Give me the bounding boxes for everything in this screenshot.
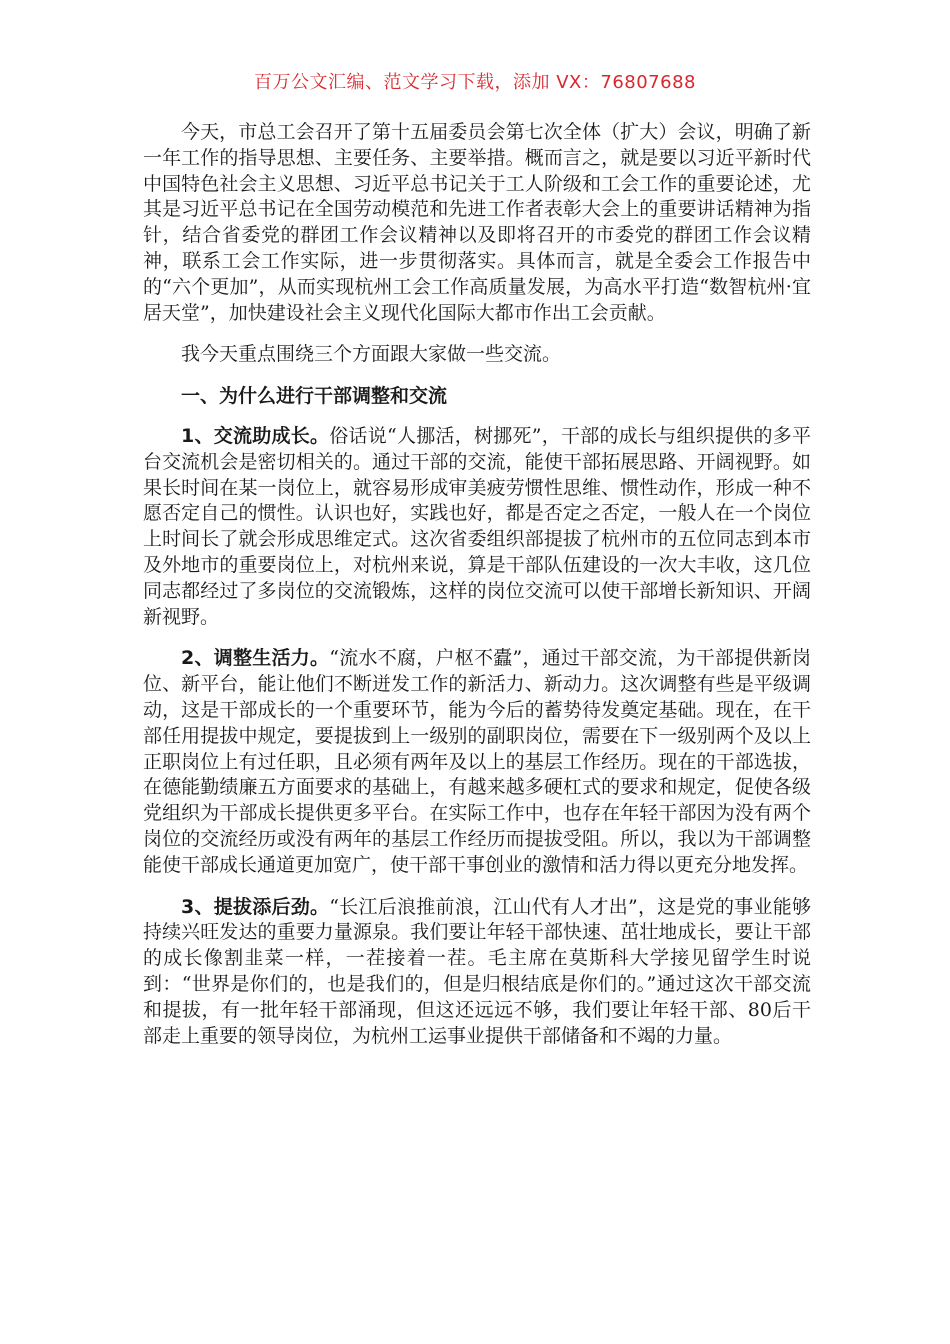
point-paragraph-3: [143, 895, 811, 1050]
intro-paragraph: 今天，市总工会召开了第十五届委员会第七次全体（扩大）会议，明确了新一年工作的指导思想、主要任务、主要举措。概而言之，就是要以习近平新时代中国特色社会主义思想、习近平总书记关于工人阶级和工会工作的重要论述，尤其是习近平总书记在全国劳动模范和先进工作者表彰大会上的重要讲话精神为指针，结合省委党的群团工作会议精神以及即将召开的市委党的群团工作会议精神，联系工会工作实际，进一步贯彻落实。具体而言，就是全委会工作报告中的“六个更加”，从而实现杭州工会工作高质量发展，为高水平打造“数智杭州·宜居天堂”，加快建设社会主义现代化国际大都市作出工会贡献。: [143, 121, 811, 324]
point-paragraph-2: [143, 646, 811, 878]
point-text-2: “流水不腐，户枢不蠹”，通过干部交流，为干部提供新岗位、新平台，能让他们不断迸发工作的新活力、新动力。这次调整有些是平级调动，这是干部成长的一个重要环节，能为今后的蓄势待发奠定基础。现在，在干部任用提拔中规定，要提拔到上一级别的副职岗位，需要在下一级别两个及以上正职岗位上有过任职，且必须有两年及以上的基层工作经历。现在的干部选拔，在德能勤绩廉五方面要求的基础上，有越来越多硬杠式的要求和规定，促使各级党组织为干部成长提供更多平台。在实际工作中，也存在年轻干部因为没有两个岗位的交流经历或没有两年的基层工作经历而提拔受阻。所以，我以为干部调整能使干部成长通道更加宽广，使干部干事创业的激情和活力得以更充分地发挥。: [143, 647, 811, 876]
transition-paragraph: 我今天重点围绕三个方面跟大家做一些交流。: [181, 343, 562, 366]
point-lead-3: 3、提拔添后劲。: [181, 895, 330, 918]
point-paragraph-1: [143, 424, 811, 630]
section-heading: 一、为什么进行干部调整和交流: [181, 385, 448, 408]
document-body: [143, 120, 811, 1065]
point-lead-2: 2、调整生活力。: [181, 647, 330, 670]
point-text-1: 俗话说“人挪活，树挪死”，干部的成长与组织提供的多平台交流机会是密切相关的。通过干部的交流，能使干部拓展思路、开阔视野。如果长时间在某一岗位上，就容易形成审美疲劳惯性思维、惯性动作，形成一种不愿否定自己的惯性。认识也好，实践也好，都是否定之否定，一般人在一个岗位上时间长了就会形成思维定式。这次省委组织部提拔了杭州市的五位同志到本市及外地市的重要岗位上，对杭州来说，算是干部队伍建设的一次大丰收，这几位同志都经过了多岗位的交流锻炼，这样的岗位交流可以使干部增长新知识、开阔新视野。: [143, 424, 811, 628]
point-text-3: “长江后浪推前浪，江山代有人才出”，这是党的事业能够持续兴旺发达的重要力量源泉。我们要让年轻干部快速、茁壮地成长，要让干部的成长像割韭菜一样，一茬接着一茬。毛主席在莫斯科大学接见留学生时说到：“世界是你们的，也是我们的，但是归根结底是你们的。”通过这次干部交流和提拔，有一批年轻干部涌现，但这还远远不够，我们要让年轻干部、80后干部走上重要的领导岗位，为杭州工运事业提供干部储备和不竭的力量。: [143, 895, 811, 1047]
header-banner: 百万公文汇编、范文学习下载，添加 VX：76807688: [254, 72, 696, 93]
point-lead-1: 1、交流助成长。: [181, 424, 330, 447]
